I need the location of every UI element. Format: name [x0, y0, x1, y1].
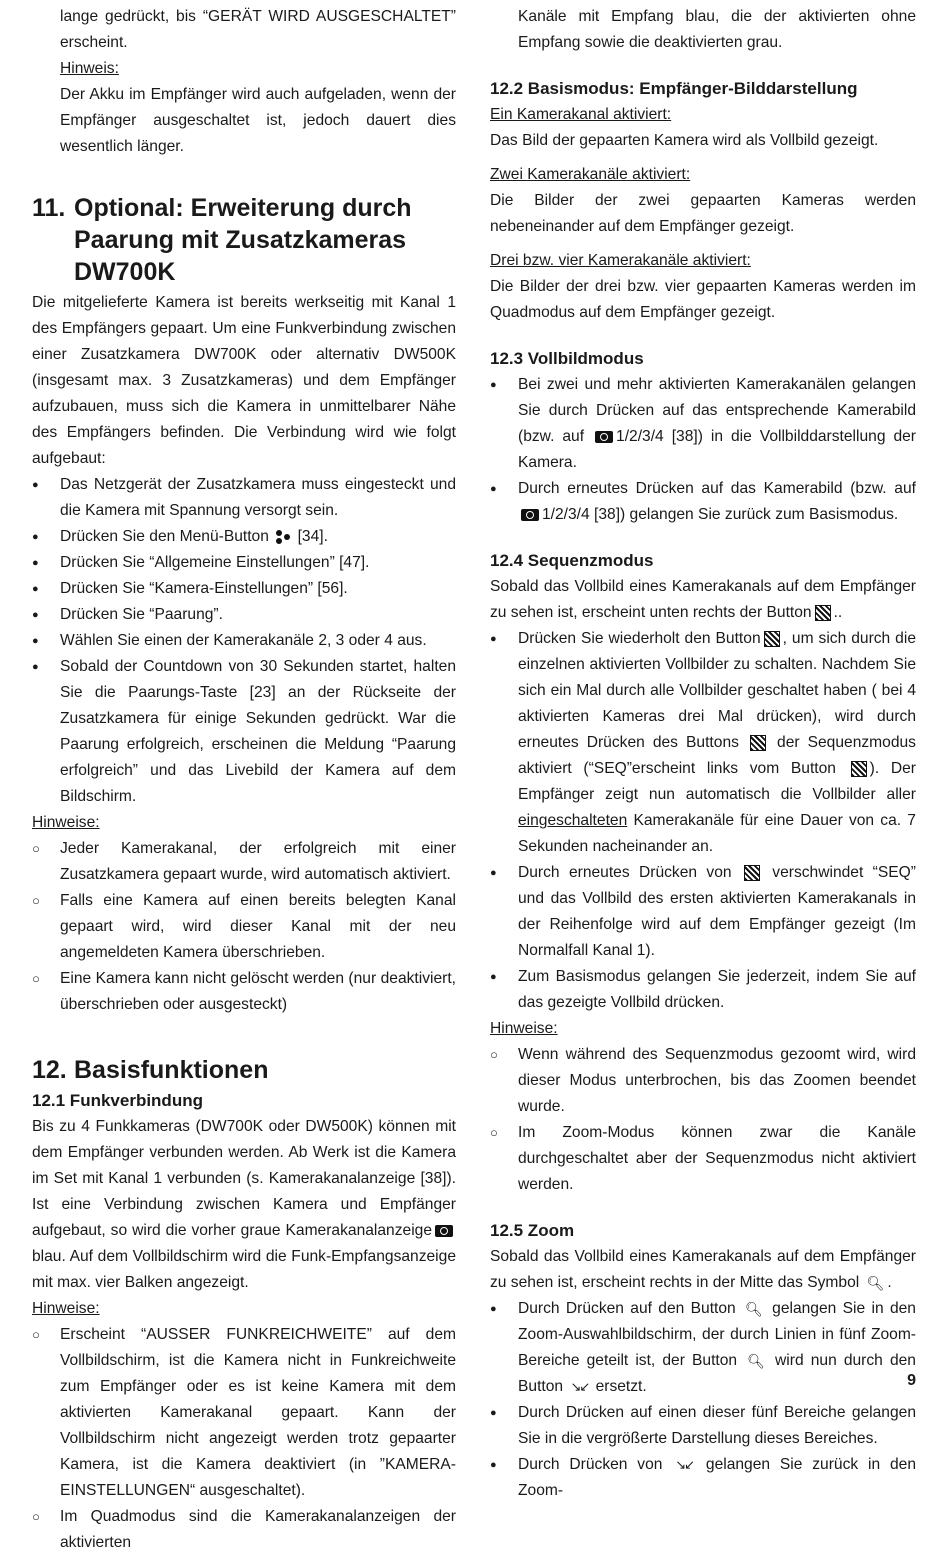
- list-item: [490, 860, 916, 964]
- zoom-magnifier-icon: 🔍︎: [747, 1352, 765, 1369]
- sequence-button-icon: [815, 605, 831, 621]
- paragraph-text: blau. Auf dem Vollbildschirm wird die Funk-Empfangsanzeige mit max. vier Balken angezeigt.: [32, 1248, 456, 1291]
- section-12-number: 12.: [32, 1056, 67, 1084]
- sequence-button-icon: [851, 761, 867, 777]
- section-12-1-notes: [32, 1322, 456, 1556]
- two-channel-text: Die Bilder der zwei gepaarten Kameras werden nebeneinander auf dem Empfänger gezeigt.: [490, 192, 916, 235]
- list-item: [490, 1120, 916, 1198]
- left-column: [32, 4, 456, 1556]
- step-text: Drücken Sie “Allgemeine Einstellungen” [47].: [60, 554, 370, 571]
- zoom-magnifier-icon: 🔍︎: [866, 1274, 885, 1291]
- paragraph-text: .: [887, 1274, 892, 1291]
- item-text: 1/2/3/4 [38]) in die Vollbilddarstellung der Kamera.: [518, 428, 916, 471]
- zoom-exit-arrows-icon: ↘↙: [570, 1379, 589, 1394]
- step-ref: [34].: [297, 528, 328, 545]
- four-channel-text: Die Bilder der drei bzw. vier gepaarten Kameras werden im Quadmodus auf dem Empfänger gezeigt.: [490, 278, 916, 321]
- note-text: Wenn während des Sequenzmodus gezoomt wird, wird dieser Modus unterbrochen, bis das Zoomen beendet wurde.: [518, 1046, 916, 1115]
- item-text: ). Der Empfänger zeigt nun automatisch die Vollbilder aller: [518, 760, 917, 803]
- item-text: Durch Drücken auf den Button: [518, 1300, 736, 1317]
- item-text: ersetzt.: [595, 1378, 647, 1396]
- section-11-heading: [32, 192, 456, 288]
- item-text: Durch erneutes Drücken von: [518, 864, 732, 881]
- note-text: Falls eine Kamera auf einen bereits belegten Kanal gepaart wird, wird dieser Kanal mit der neu angemeldeten Kamera überschrieben.: [60, 892, 456, 961]
- camera-channel-icon: [521, 509, 539, 521]
- step-text: Das Netzgerät der Zusatzkamera muss eingesteckt und die Kamera mit Spannung versorgt sein.: [60, 476, 456, 519]
- page-number: 9: [907, 1372, 916, 1389]
- list-item: [490, 372, 916, 476]
- item-text: wird nun durch den Button: [518, 1352, 916, 1396]
- item-text: Durch Drücken von: [518, 1456, 663, 1474]
- section-12-5-title: 12.5 Zoom: [490, 1221, 575, 1240]
- list-item: [490, 1452, 916, 1504]
- two-channel-label: Zwei Kamerakanäle aktiviert:: [490, 166, 691, 183]
- list-item: [32, 472, 456, 524]
- camera-channel-icon: [595, 431, 613, 443]
- hinweise-label: Hinweise:: [32, 1300, 100, 1317]
- note-text: Eine Kamera kann nicht gelöscht werden (nur deaktiviert, überschrieben oder ausgesteckt): [60, 970, 456, 1013]
- item-text-underlined: eingeschalteten: [518, 812, 628, 829]
- item-text: Bei zwei und mehr aktivierten Kamerakanälen gelangen Sie durch Drücken auf das entsprechende Kamerabild (bzw. auf: [518, 376, 916, 445]
- list-item: [490, 1042, 916, 1120]
- item-text: 1/2/3/4 [38]) gelangen Sie zurück zum Basismodus.: [542, 506, 899, 523]
- menu-dots-icon: [276, 530, 290, 544]
- one-channel-text: Das Bild der gepaarten Kamera wird als Vollbild gezeigt.: [490, 132, 879, 149]
- section-12-heading: [32, 1054, 456, 1086]
- list-item: [490, 476, 916, 528]
- section-12-5-intro: [490, 1244, 916, 1296]
- item-text: der Sequenzmodus aktiviert (“SEQ”erscheint links vom Button: [518, 734, 916, 777]
- list-item: [32, 654, 456, 810]
- akku-note: Der Akku im Empfänger wird auch aufgeladen, wenn der Empfänger ausgeschaltet ist, jedoch dauert dies wesentlich länger.: [60, 86, 456, 155]
- intro-continuation: lange gedrückt, bis “GERÄT WIRD AUSGESCHALTET” erscheint.: [60, 8, 456, 51]
- list-item: [490, 1400, 916, 1452]
- one-channel-label: Ein Kamerakanal aktiviert:: [490, 106, 672, 123]
- step-text: Wählen Sie einen der Kamerakanäle 2, 3 oder 4 aus.: [60, 632, 427, 649]
- list-item: [490, 626, 916, 860]
- section-11-steps: [32, 472, 456, 810]
- four-channel-label: Drei bzw. vier Kamerakanäle aktiviert:: [490, 252, 751, 269]
- zoom-exit-arrows-icon: ↘↙: [675, 1457, 694, 1473]
- list-item: [32, 836, 456, 888]
- list-item: [32, 966, 456, 1018]
- list-item: [490, 1296, 916, 1400]
- item-text: Durch Drücken auf einen dieser fünf Bereiche gelangen Sie in die vergrößerte Darstellung dieses Bereiches.: [518, 1404, 916, 1448]
- sequence-button-icon: [750, 735, 766, 751]
- paragraph-text: Bis zu 4 Funkkameras (DW700K oder DW500K) können mit dem Empfänger verbunden werden. Ab Werk ist die Kamera im Set mit Kanal 1 verbunden (s. Kamerakanalanzeige [38]). Ist eine Verbindung zwischen Kamera und Empfänger aufgebaut, so wird die vorher graue Kamerakanalanzeige: [32, 1118, 456, 1239]
- item-text: Zum Basismodus gelangen Sie jederzeit, indem Sie auf das gezeigte Vollbild drücken.: [518, 968, 916, 1011]
- step-text: Drücken Sie “Paarung”.: [60, 606, 223, 623]
- item-text: gelangen Sie zurück in den Zoom-: [518, 1456, 916, 1500]
- section-12-4-notes: [490, 1042, 916, 1198]
- section-11-title: Optional: Erweiterung durch Paarung mit Zusatzkameras DW700K: [74, 194, 412, 286]
- section-12-title: Basisfunktionen: [74, 1056, 269, 1084]
- list-item: [32, 576, 456, 602]
- camera-channel-icon: [435, 1225, 453, 1237]
- sequence-button-icon: [744, 865, 760, 881]
- section-12-2-title: 12.2 Basismodus: Empfänger-Bilddarstellung: [490, 79, 858, 98]
- section-12-4-list: [490, 626, 916, 1016]
- section-12-5-list: [490, 1296, 916, 1504]
- sequence-button-icon: [764, 631, 780, 647]
- paragraph-text: ..: [833, 604, 843, 621]
- section-11-notes: [32, 836, 456, 1018]
- list-item: [32, 628, 456, 654]
- item-text: Drücken Sie wiederholt den Button: [518, 630, 761, 647]
- list-item: [32, 1504, 456, 1556]
- section-12-3-list: [490, 372, 916, 528]
- continuation-text: Kanäle mit Empfang blau, die der aktivierten ohne Empfang sowie die deaktivierten grau.: [518, 8, 916, 51]
- section-12-3-title: 12.3 Vollbildmodus: [490, 349, 644, 368]
- step-text: Drücken Sie den Menü-Button: [60, 528, 269, 545]
- list-item: [32, 888, 456, 966]
- step-text: Drücken Sie “Kamera-Einstellungen” [56].: [60, 580, 348, 597]
- section-12-4-intro: [490, 574, 916, 626]
- item-text: Durch erneutes Drücken auf das Kamerabild (bzw. auf: [518, 480, 916, 497]
- section-12-1-text: [32, 1114, 456, 1296]
- step-text: Sobald der Countdown von 30 Sekunden startet, halten Sie die Paarungs-Taste [23] an der Rückseite der Zusatzkamera für einige Sekunden gedrückt. War die Paarung erfolgreich, erscheinen die Meldung “Paarung erfolgreich” und das Livebild der Kamera auf dem Bildschirm.: [60, 658, 456, 805]
- section-12-1-title: 12.1 Funkverbindung: [32, 1091, 203, 1110]
- paragraph-text: Sobald das Vollbild eines Kamerakanals auf dem Empfänger zu sehen ist, erscheint unten rechts der Button: [490, 578, 916, 621]
- note-text: Jeder Kamerakanal, der erfolgreich mit einer Zusatzkamera gepaart wurde, wird automatisch aktiviert.: [60, 840, 456, 883]
- section-11-number: 11.: [32, 194, 66, 222]
- item-text: Kamerakanäle für eine Dauer von ca. 7 Sekunden nacheinander an.: [518, 812, 916, 855]
- section-12-4-title: 12.4 Sequenzmodus: [490, 551, 654, 570]
- item-text: gelangen Sie in den Zoom-Auswahlbildschirm, der durch Linien in fünf Zoom-Bereiche geteilt ist, der Button: [518, 1300, 916, 1369]
- list-item: [32, 1322, 456, 1504]
- zoom-magnifier-icon: 🔍︎: [745, 1300, 763, 1317]
- note-text: Erscheint “AUSSER FUNKREICHWEITE” auf dem Vollbildschirm, ist die Kamera nicht in Funkreichweite zum Empfänger oder es ist keine Kamera mit dem aktivierten Kamerakanal gepaart. Kann der Vollbildschirm nicht angezeigt werden trotz gepaarter Kamera, ist die Kamera deaktiviert (in ”KAMERA-EINSTELLUNGEN“ ausgeschaltet).: [60, 1326, 456, 1499]
- hinweise-label: Hinweise:: [490, 1020, 558, 1037]
- right-column: [490, 4, 916, 1504]
- item-text: , um sich durch die einzelnen aktivierten Vollbilder zu schalten. Nachdem Sie sich ein Mal durch alle Vollbilder geschaltet haben ( bei 4 aktivierten Kameras drei Mal drücken), wird durch erneutes Drücken des Buttons: [518, 630, 916, 751]
- hinweise-label: Hinweise:: [32, 814, 100, 831]
- section-11-intro: Die mitgelieferte Kamera ist bereits werkseitig mit Kanal 1 des Empfängers gepaart. Um eine Funkverbindung zwischen einer Zusatzkamera DW700K oder alternativ DW500K (insgesamt max. 3 Zusatzkameras) und dem Empfänger aufzubauen, muss sich die Kamera in unmittelbarer Nähe des Empfängers befinden. Die Verbindung wird wie folgt aufgebaut:: [32, 294, 456, 467]
- item-text: verschwindet “SEQ” und das Vollbild des ersten aktivierten Kamerakanals in der Reihenfolge wird auf dem Empfänger gezeigt (Im Normalfall Kanal 1).: [518, 864, 916, 959]
- note-text: Im Zoom-Modus können zwar die Kanäle durchgeschaltet aber der Sequenzmodus nicht aktiviert werden.: [518, 1124, 916, 1193]
- list-item: [32, 550, 456, 576]
- list-item: [490, 964, 916, 1016]
- hinweis-label: Hinweis:: [60, 60, 119, 77]
- list-item: [32, 524, 456, 550]
- list-item: [32, 602, 456, 628]
- note-text: Im Quadmodus sind die Kamerakanalanzeigen der aktivierten: [60, 1508, 456, 1551]
- paragraph-text: Sobald das Vollbild eines Kamerakanals auf dem Empfänger zu sehen ist, erscheint rechts in der Mitte das Symbol: [490, 1248, 916, 1291]
